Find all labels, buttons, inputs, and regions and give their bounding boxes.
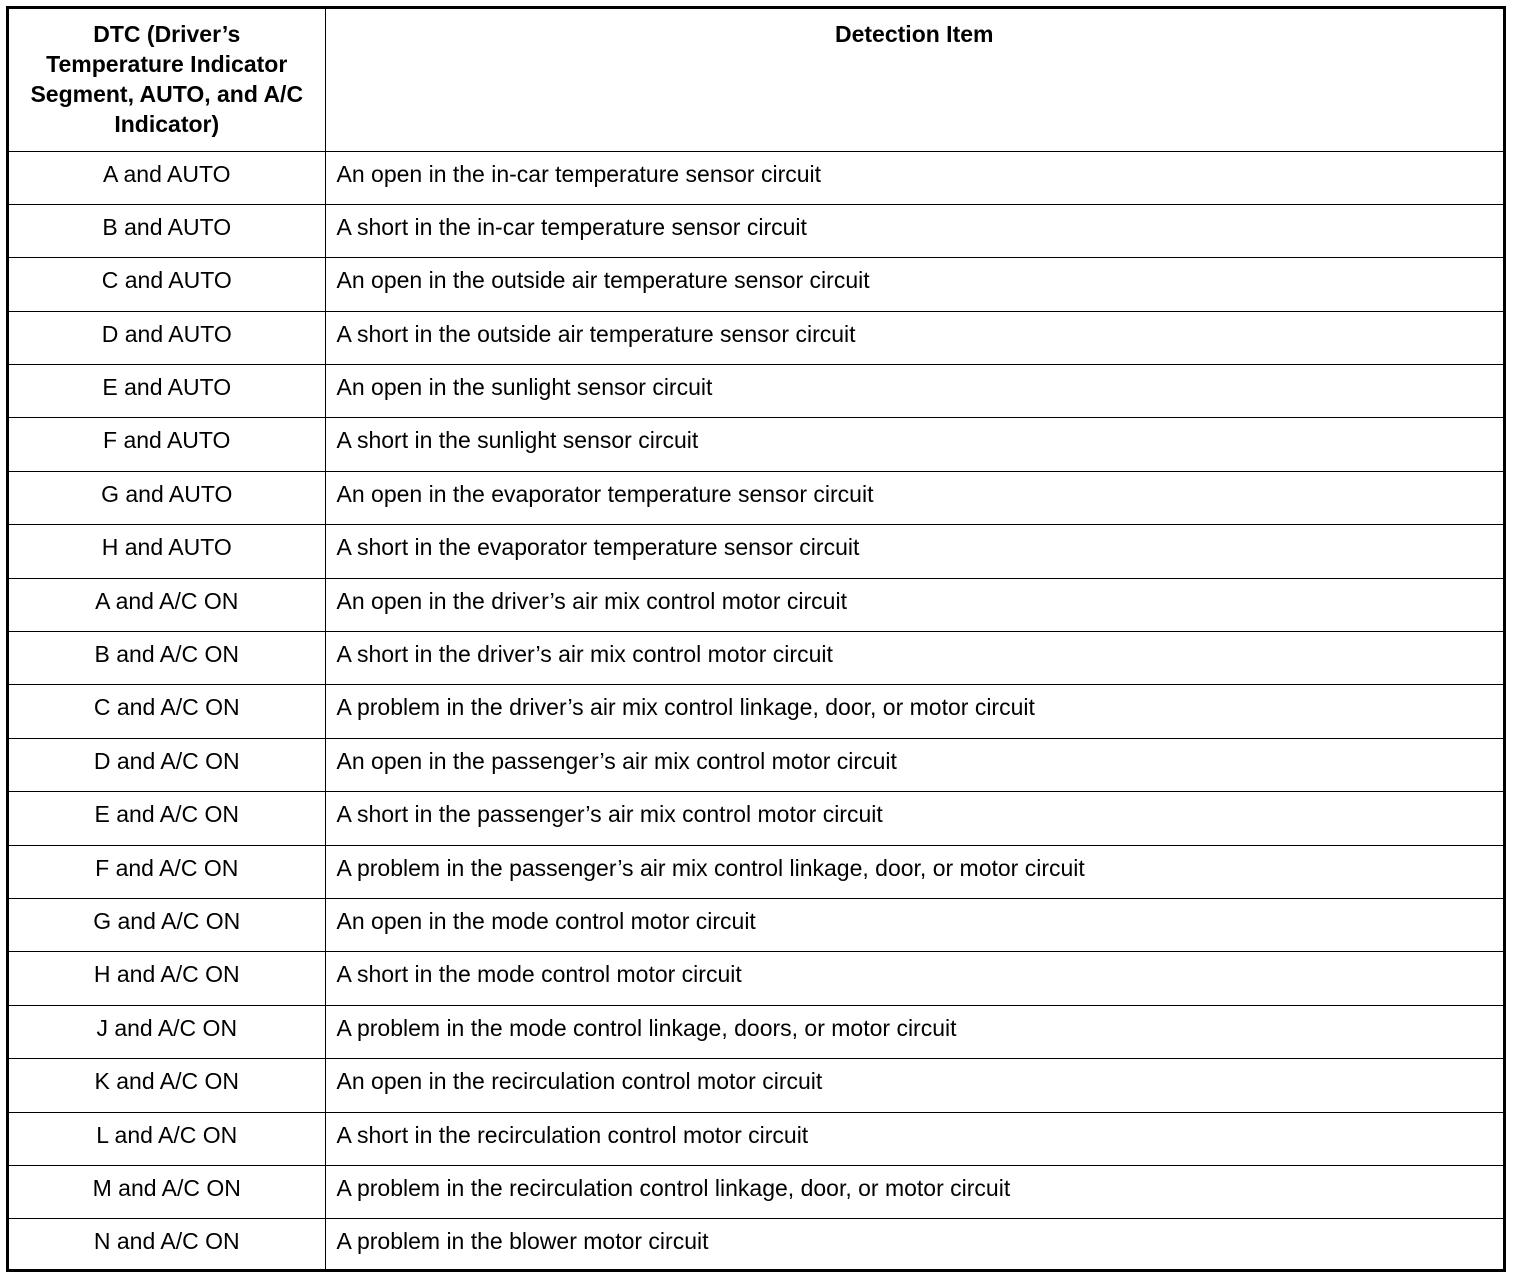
dtc-cell: B and AUTO xyxy=(9,204,325,257)
dtc-cell: E and A/C ON xyxy=(9,792,325,845)
dtc-table xyxy=(9,9,1503,1272)
dtc-cell: E and AUTO xyxy=(9,365,325,418)
dtc-cell: G and A/C ON xyxy=(9,898,325,951)
detection-item-cell: An open in the evaporator temperature sensor circuit xyxy=(325,471,1503,524)
table-row xyxy=(9,685,1503,738)
table-row xyxy=(9,1219,1503,1272)
detection-item-cell: An open in the in-car temperature sensor circuit xyxy=(325,151,1503,204)
detection-item-cell: A short in the in-car temperature sensor circuit xyxy=(325,204,1503,257)
dtc-cell: C and AUTO xyxy=(9,258,325,311)
detection-item-cell: An open in the mode control motor circuit xyxy=(325,898,1503,951)
dtc-cell: A and AUTO xyxy=(9,151,325,204)
table-row xyxy=(9,792,1503,845)
table-row xyxy=(9,1059,1503,1112)
table-row xyxy=(9,578,1503,631)
header-row xyxy=(9,9,1503,151)
table-row xyxy=(9,898,1503,951)
detection-item-cell: A problem in the driver’s air mix control linkage, door, or motor circuit xyxy=(325,685,1503,738)
table-row xyxy=(9,1165,1503,1218)
dtc-cell: F and AUTO xyxy=(9,418,325,471)
detection-item-cell: A problem in the mode control linkage, doors, or motor circuit xyxy=(325,1005,1503,1058)
dtc-cell: K and A/C ON xyxy=(9,1059,325,1112)
dtc-cell: C and A/C ON xyxy=(9,685,325,738)
table-row xyxy=(9,632,1503,685)
table-row xyxy=(9,1112,1503,1165)
detection-item-cell: A short in the driver’s air mix control motor circuit xyxy=(325,632,1503,685)
table-row xyxy=(9,471,1503,524)
detection-item-cell: An open in the recirculation control motor circuit xyxy=(325,1059,1503,1112)
dtc-cell: D and AUTO xyxy=(9,311,325,364)
dtc-cell: A and A/C ON xyxy=(9,578,325,631)
dtc-cell: J and A/C ON xyxy=(9,1005,325,1058)
detection-item-cell: A short in the mode control motor circuit xyxy=(325,952,1503,1005)
dtc-cell: G and AUTO xyxy=(9,471,325,524)
dtc-table-frame xyxy=(6,6,1506,1272)
detection-item-cell: A problem in the recirculation control linkage, door, or motor circuit xyxy=(325,1165,1503,1218)
detection-item-cell: A short in the outside air temperature sensor circuit xyxy=(325,311,1503,364)
detection-item-cell: A problem in the passenger’s air mix control linkage, door, or motor circuit xyxy=(325,845,1503,898)
table-row xyxy=(9,418,1503,471)
header-dtc: DTC (Driver’s Temperature Indicator Segment, AUTO, and A/C Indicator) xyxy=(9,9,325,151)
detection-item-cell: A short in the passenger’s air mix control motor circuit xyxy=(325,792,1503,845)
dtc-cell: D and A/C ON xyxy=(9,738,325,791)
table-row xyxy=(9,311,1503,364)
dtc-cell: L and A/C ON xyxy=(9,1112,325,1165)
table-row xyxy=(9,952,1503,1005)
detection-item-cell: A short in the recirculation control motor circuit xyxy=(325,1112,1503,1165)
table-row xyxy=(9,525,1503,578)
table-row xyxy=(9,365,1503,418)
header-detection-item: Detection Item xyxy=(325,9,1503,151)
dtc-cell: H and A/C ON xyxy=(9,952,325,1005)
dtc-cell: B and A/C ON xyxy=(9,632,325,685)
table-row xyxy=(9,151,1503,204)
detection-item-cell: An open in the passenger’s air mix control motor circuit xyxy=(325,738,1503,791)
dtc-cell: H and AUTO xyxy=(9,525,325,578)
detection-item-cell: An open in the driver’s air mix control motor circuit xyxy=(325,578,1503,631)
dtc-cell: M and A/C ON xyxy=(9,1165,325,1218)
table-row xyxy=(9,738,1503,791)
table-row xyxy=(9,845,1503,898)
detection-item-cell: A short in the evaporator temperature sensor circuit xyxy=(325,525,1503,578)
detection-item-cell: An open in the outside air temperature sensor circuit xyxy=(325,258,1503,311)
table-row xyxy=(9,1005,1503,1058)
dtc-cell: N and A/C ON xyxy=(9,1219,325,1272)
detection-item-cell: A short in the sunlight sensor circuit xyxy=(325,418,1503,471)
detection-item-cell: A problem in the blower motor circuit xyxy=(325,1219,1503,1272)
table-row xyxy=(9,204,1503,257)
table-row xyxy=(9,258,1503,311)
detection-item-cell: An open in the sunlight sensor circuit xyxy=(325,365,1503,418)
dtc-cell: F and A/C ON xyxy=(9,845,325,898)
